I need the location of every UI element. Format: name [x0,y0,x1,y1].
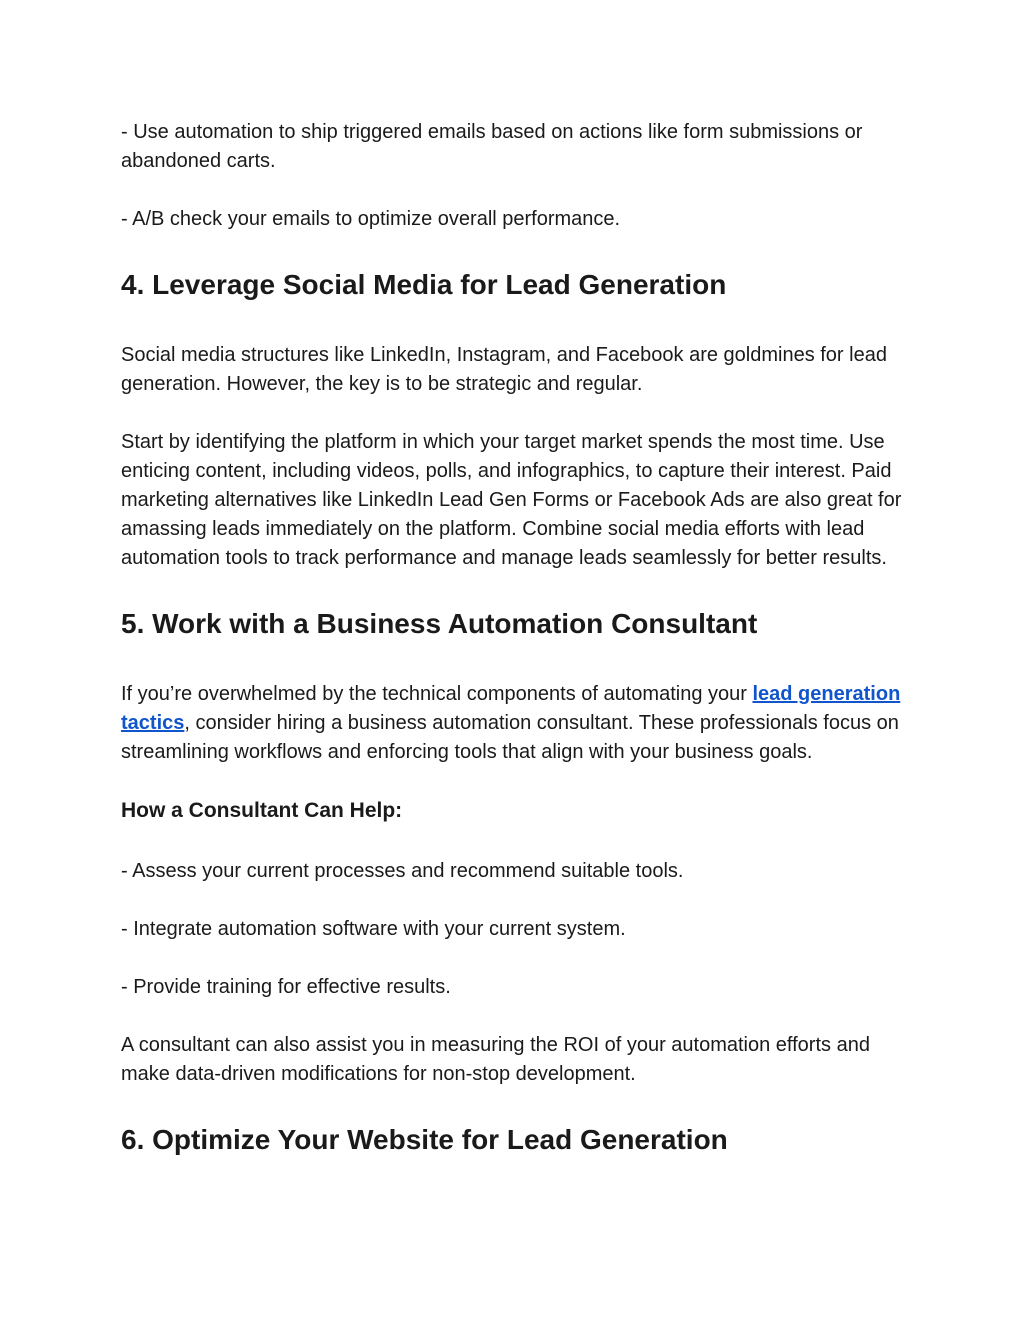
section-5-paragraph-1 [121,680,911,767]
bullet-ab-check: - A/B check your emails to optimize overall performance. [121,208,621,230]
section-4-paragraph-2: Start by identifying the platform in which your target market spends the most time. Use enticing content, including videos, polls, and infographics, to capture their interest. Paid marketing alternatives like LinkedIn Lead Gen Forms or Facebook Ads are also great for amassing leads immediately on the platform. Combine social media efforts with lead automation tools to track performance and manage leads seamlessly for better results. [121,431,902,569]
section-5-closing-paragraph: A consultant can also assist you in measuring the ROI of your automation efforts and make data-driven modifications for non-stop development. [121,1034,870,1085]
lead-generation-tactics-link[interactable]: lead generation tactics [121,683,901,734]
consultant-help-subheading: How a Consultant Can Help: [121,799,403,822]
section-5-paragraph-1-start: If you’re overwhelmed by the technical components of automating your [121,683,753,705]
bullet-assess-processes: - Assess your current processes and recommend suitable tools. [121,860,684,882]
section-5-heading: 5. Work with a Business Automation Consultant [121,608,758,639]
bullet-provide-training: - Provide training for effective results. [121,976,451,998]
section-6-heading: 6. Optimize Your Website for Lead Generation [121,1124,728,1155]
section-5-paragraph-1-end: , consider hiring a business automation consultant. These professionals focus on streamlining workflows and enforcing tools that align with your business goals. [121,712,899,763]
section-4-heading: 4. Leverage Social Media for Lead Generation [121,269,727,300]
document-page [121,118,911,1158]
section-4-paragraph-1: Social media structures like LinkedIn, Instagram, and Facebook are goldmines for lead generation. However, the key is to be strategic and regular. [121,344,887,395]
bullet-integrate-software: - Integrate automation software with your current system. [121,918,626,940]
bullet-triggered-emails: - Use automation to ship triggered emails based on actions like form submissions or abandoned carts. [121,121,863,172]
